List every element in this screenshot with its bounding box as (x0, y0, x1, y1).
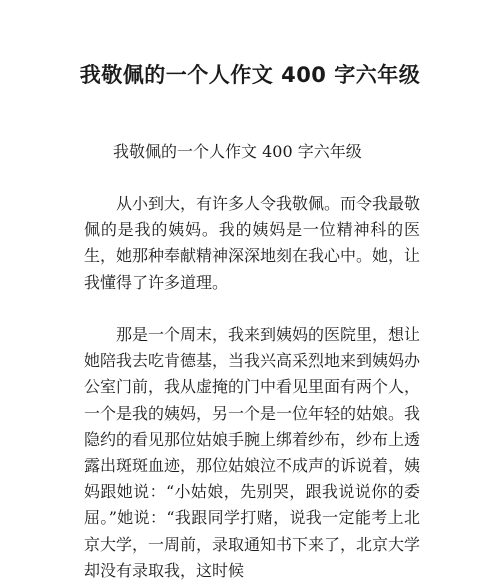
document-heading: 我敬佩的一个人作文 400 字六年级 (79, 63, 421, 87)
paragraph-1: 从小到大，有许多人令我敬佩。而令我最敬佩的是我的姨妈。我的姨妈是一位精神科的医生，她那种奉献精神深深地刻在我心中。她，让我懂得了许多道理。 (84, 194, 421, 292)
paragraph-2: 那是一个周末，我来到姨妈的医院里，想让她陪我去吃肯德基，当我兴高采烈地来到姨妈办公室门前，我从虚掩的门中看见里面有两个人，一个是我的姨妈，另一个是一位年轻的姑娘。我隐约的看见那位姑娘手腕上绑着纱布，纱布上透露出斑斑血迹，那位姑娘泣不成声的诉说着，姨妈跟她说：“小姑娘，先别哭，跟我说说你的委屈。”她说：“我跟同学打赌，说我一定能考上北京大学，一周前，录取通知书下来了，北京大学却没有录取我，这时候 (84, 325, 421, 580)
essay-title: 我敬佩的一个人作文 400 字六年级 (113, 142, 362, 161)
